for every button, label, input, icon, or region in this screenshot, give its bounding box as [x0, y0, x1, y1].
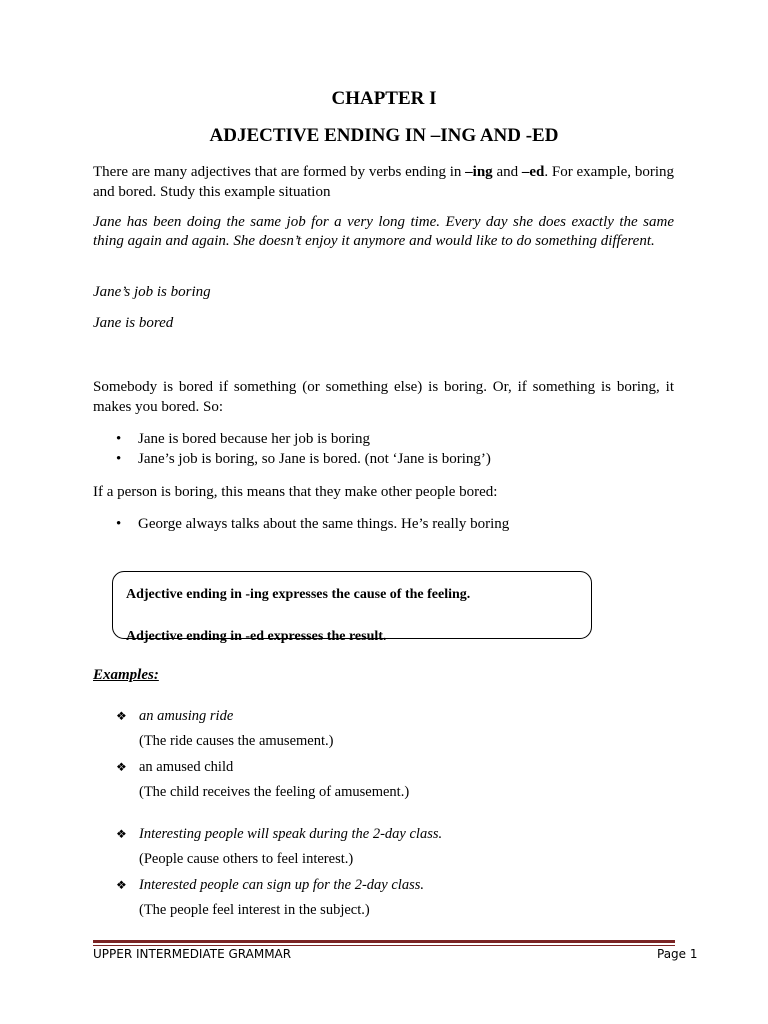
diamond-bullet-icon: ❖	[116, 709, 127, 723]
list-item: • Jane’s job is boring, so Jane is bored. (not ‘Jane is boring’)	[116, 451, 491, 467]
bullet-icon: •	[116, 451, 122, 467]
example-jane-bored: Jane is bored	[93, 315, 174, 331]
example-note: (The ride causes the amusement.)	[139, 733, 334, 749]
list-item: • George always talks about the same things. He’s really boring	[116, 516, 510, 532]
list-item: ❖ Interesting people will speak during the 2-day class.	[116, 826, 443, 842]
diamond-bullet-icon: ❖	[116, 878, 127, 892]
example-note: (The people feel interest in the subject.)	[139, 902, 370, 918]
person-paragraph: If a person is boring, this means that they make other people bored:	[93, 484, 498, 500]
list-item: ❖ Interested people can sign up for the 2-day class.	[116, 877, 424, 893]
ed-suffix: –ed	[521, 164, 545, 180]
callout-ing-rule: Adjective ending in -ing expresses the cause of the feeling.	[126, 587, 471, 602]
footer-rule-thin	[93, 945, 675, 946]
diamond-bullet-icon: ❖	[116, 827, 127, 841]
intro-paragraph: There are many adjectives that are formed by verbs ending in –ing and –ed. For example, boring and bored. Study this example situation	[93, 164, 674, 200]
bullet-icon: •	[116, 516, 122, 532]
page-title: ADJECTIVE ENDING IN –ING AND -ED	[209, 125, 559, 146]
diamond-bullet-icon: ❖	[116, 760, 127, 774]
page-number: Page 1	[657, 947, 698, 961]
situation-paragraph: Jane has been doing the same job for a very long time. Every day she does exactly the same thing again and again. She doesn’t enjoy it anymore and would like to do something different.	[93, 214, 674, 249]
list-item: • Jane is bored because her job is boring	[116, 431, 371, 447]
list-item: ❖ an amusing ride	[116, 708, 234, 724]
list-item: ❖ an amused child	[116, 759, 234, 775]
explanation-paragraph: Somebody is bored if something (or something else) is boring. Or, if something is boring, it makes you bored. So:	[93, 379, 674, 415]
example-note: (The child receives the feeling of amusement.)	[139, 784, 410, 800]
bullet-icon: •	[116, 431, 122, 447]
examples-heading: Examples:	[93, 667, 159, 683]
ing-suffix: –ing	[465, 164, 493, 180]
example-job-boring: Jane’s job is boring	[93, 284, 211, 300]
footer-title: UPPER INTERMEDIATE GRAMMAR	[93, 947, 292, 961]
example-note: (People cause others to feel interest.)	[139, 851, 354, 867]
chapter-heading: CHAPTER I	[331, 88, 437, 109]
callout-ed-rule: Adjective ending in -ed expresses the result.	[126, 629, 387, 644]
footer-rule	[93, 940, 675, 943]
